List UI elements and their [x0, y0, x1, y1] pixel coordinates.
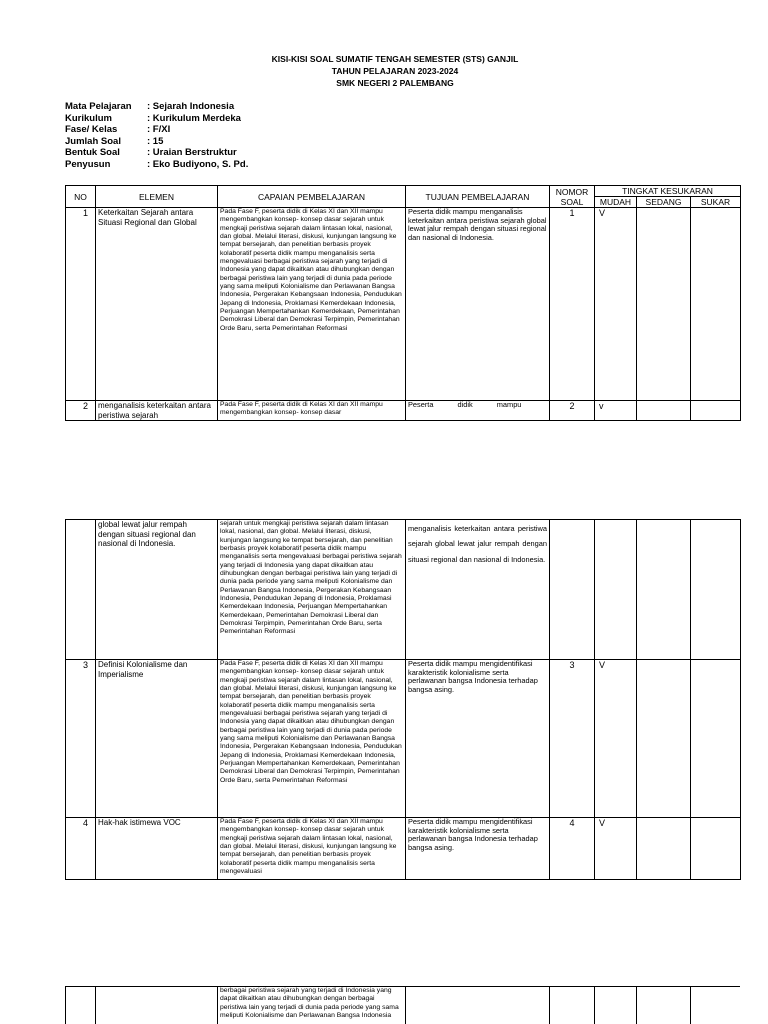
mudah-mark: V: [595, 818, 637, 880]
column-header-sukar: SUKAR: [691, 197, 741, 208]
mudah-mark: v: [595, 401, 637, 421]
table-row: [66, 208, 741, 401]
elemen-cell: Definisi Kolonialisme dan Imperialisme: [96, 660, 218, 818]
row-number: 1: [66, 208, 96, 401]
meta-value: : 15: [147, 135, 164, 147]
row-number: 2: [66, 401, 96, 421]
table-row: [66, 401, 741, 421]
document-title: [150, 53, 640, 89]
column-header-capaian: CAPAIAN PEMBELAJARAN: [218, 186, 406, 208]
column-header-tingkat: TINGKAT KESUKARAN: [595, 186, 741, 197]
title-line-1: KISI-KISI SOAL SUMATIF TENGAH SEMESTER (STS) GANJIL: [271, 54, 519, 64]
meta-label: Fase/ Kelas: [65, 124, 118, 135]
sukar-cell: [691, 818, 741, 880]
sukar-cell: [691, 520, 741, 660]
meta-row: [65, 159, 248, 171]
kisi-kisi-table-continued-2: [65, 986, 740, 1024]
mudah-mark: [595, 520, 637, 660]
nomor-soal-cell: 1: [550, 208, 595, 401]
capaian-cell: Pada Fase F, peserta didik di Kelas XI dan XII mampu mengembangkan konsep- konsep dasar sejarah untuk mengkaji peristiwa sejarah dalam lintasan lokal, nasional, dan global. Melalui literasi, diskusi, kunjungan langsung ke tempat bersejarah, dan penelitian berbasis proyek kolaboratif peserta didik mampu menganalisis serta mengevaluasi: [218, 818, 406, 880]
sukar-cell: [691, 987, 741, 1024]
tujuan-cell: [406, 401, 550, 421]
meta-row: [65, 113, 248, 125]
sedang-cell: [637, 401, 691, 421]
table-row: [66, 818, 741, 880]
row-number: [66, 987, 96, 1024]
meta-value: : Sejarah Indonesia: [147, 101, 235, 112]
kisi-kisi-table: [65, 185, 740, 421]
column-header-no: NO: [66, 186, 96, 208]
mudah-mark: V: [595, 660, 637, 818]
nomor-soal-cell: [550, 520, 595, 660]
title-line-3: SMK NEGERI 2 PALEMBANG: [336, 78, 454, 88]
meta-value: : F/XI: [147, 124, 171, 135]
row-number: [66, 520, 96, 660]
sukar-cell: [691, 208, 741, 401]
table-row: [66, 520, 741, 660]
elemen-cell: global lewat jalur rempah dengan situasi regional dan nasional di Indonesia.: [96, 520, 218, 660]
capaian-cell: Pada Fase F, peserta didik di Kelas XI dan XII mampu mengembangkan konsep- konsep dasar sejarah untuk mengkaji peristiwa sejarah dalam lintasan lokal, nasional, dan global. Melalui literasi, diskusi, kunjungan langsung ke tempat bersejarah, dan penelitian berbasis proyek kolaboratif peserta didik mampu menganalisis serta mengevaluasi berbagai peristiwa sejarah yang terjadi di Indonesia yang dapat dikaitkan atau dihubungkan dengan berbagai peristiwa lain yang terjadi di dunia pada periode yang sama meliputi Kolonialisme dan Perlawanan Bangsa Indonesia, Pergerakan Kebangsaan Indonesia, Pendudukan Jepang di Indonesia, Proklamasi Kemerdekaan Indonesia, Perjuangan Mempertahankan Kemerdekaan, Pemerintahan Demokrasi Liberal dan Demokrasi Terpimpin, Pemerintahan Orde Baru, serta Pemerintahan Reformasi: [218, 208, 406, 401]
meta-label: Penyusun: [65, 158, 111, 170]
meta-label: Bentuk Soal: [65, 147, 120, 158]
tujuan-cell: menganalisis keterkaitan antara peristiwa sejarah global lewat jalur rempah dengan situasi regional dan nasional di Indonesia.: [406, 520, 550, 660]
elemen-cell: menganalisis keterkaitan antara peristiwa sejarah: [96, 401, 218, 421]
column-header-tujuan: TUJUAN PEMBELAJARAN: [406, 186, 550, 208]
nomor-soal-cell: 4: [550, 818, 595, 880]
meta-row: [65, 124, 248, 136]
meta-row: [65, 136, 248, 148]
sedang-cell: [637, 208, 691, 401]
title-line-2: TAHUN PELAJARAN 2023-2024: [331, 66, 459, 76]
meta-value: : Uraian Berstruktur: [147, 147, 237, 158]
elemen-cell: Keterkaitan Sejarah antara Situasi Regional dan Global: [96, 208, 218, 401]
table-row: [66, 987, 741, 1024]
tujuan-cell: [406, 987, 550, 1024]
meta-value: : Kurikulum Merdeka: [147, 112, 241, 124]
meta-value: : Eko Budiyono, S. Pd.: [147, 158, 249, 170]
elemen-cell: [96, 987, 218, 1024]
meta-row: [65, 101, 248, 113]
kisi-kisi-table-continued: [65, 519, 740, 880]
table-row: [66, 660, 741, 818]
column-header-sedang: SEDANG: [637, 197, 691, 208]
tujuan-cell: Peserta didik mampu mengidentifikasi karakteristik kolonialisme serta perlawanan bangsa Indonesia terhadap bangsa asing.: [406, 818, 550, 880]
sukar-cell: [691, 401, 741, 421]
column-header-mudah: MUDAH: [595, 197, 637, 208]
elemen-cell: Hak-hak istimewa VOC: [96, 818, 218, 880]
sedang-cell: [637, 818, 691, 880]
tujuan-cell: Peserta didik mampu menganalisis keterkaitan antara peristiwa sejarah global lewat jalur rempah dengan situasi regional dan nasional di Indonesia.: [406, 208, 550, 401]
nomor-soal-cell: [550, 987, 595, 1024]
row-number: 4: [66, 818, 96, 880]
meta-label: Jumlah Soal: [65, 135, 121, 147]
column-header-elemen: ELEMEN: [96, 186, 218, 208]
mudah-cell: [595, 987, 637, 1024]
capaian-cell: berbagai peristiwa sejarah yang terjadi di Indonesia yang dapat dikaitkan atau dihubungkan dengan berbagai peristiwa lain yang terjadi di dunia pada periode yang sama meliputi Kolonialisme dan Perlawanan Bangsa Indonesia: [218, 987, 406, 1024]
tujuan-cell: Peserta didik mampu mengidentifikasi karakteristik kolonialisme serta perlawanan bangsa Indonesia terhadap bangsa asing.: [406, 660, 550, 818]
nomor-soal-cell: 3: [550, 660, 595, 818]
nomor-soal-cell: 2: [550, 401, 595, 421]
sukar-cell: [691, 660, 741, 818]
document-metadata: [65, 101, 248, 170]
meta-label: Kurikulum: [65, 112, 112, 124]
tujuan-text: Peserta didik mampu: [408, 400, 522, 409]
sedang-cell: [637, 660, 691, 818]
capaian-cell: sejarah untuk mengkaji peristiwa sejarah dalam lintasan lokal, nasional, dan global. Melalui literasi, diskusi, kunjungan langsung ke tempat bersejarah, dan penelitian berbasis proyek kolaboratif peserta didik mampu menganalisis serta mengevaluasi berbagai peristiwa sejarah yang terjadi di Indonesia yang dapat dikaitkan atau dihubungkan dengan berbagai peristiwa lain yang terjadi di dunia pada periode yang sama meliputi Kolonialisme dan Perlawanan Bangsa Indonesia, Pergerakan Kebangsaan Indonesia, Pendudukan Jepang di Indonesia, Proklamasi Kemerdekaan Indonesia, Perjuangan Mempertahankan Kemerdekaan, Pemerintahan Demokrasi Liberal dan Demokrasi Terpimpin, Pemerintahan Orde Baru, serta Pemerintahan Reformasi: [218, 520, 406, 660]
row-number: 3: [66, 660, 96, 818]
meta-row: [65, 147, 248, 159]
capaian-cell: Pada Fase F, peserta didik di Kelas XI dan XII mampu mengembangkan konsep- konsep dasar sejarah untuk mengkaji peristiwa sejarah dalam lintasan lokal, nasional, dan global. Melalui literasi, diskusi, kunjungan langsung ke tempat bersejarah, dan penelitian berbasis proyek kolaboratif peserta didik mampu menganalisis serta mengevaluasi berbagai peristiwa sejarah yang terjadi di Indonesia yang dapat dikaitkan atau dihubungkan dengan berbagai peristiwa lain yang terjadi di dunia pada periode yang sama meliputi Kolonialisme dan Perlawanan Bangsa Indonesia, Pergerakan Kebangsaan Indonesia, Pendudukan Jepang di Indonesia, Proklamasi Kemerdekaan Indonesia, Perjuangan Mempertahankan Kemerdekaan, Pemerintahan Demokrasi Liberal dan Demokrasi Terpimpin, Pemerintahan Orde Baru, serta Pemerintahan Reformasi: [218, 660, 406, 818]
meta-label: Mata Pelajaran: [65, 101, 132, 112]
sedang-cell: [637, 987, 691, 1024]
mudah-mark: V: [595, 208, 637, 401]
sedang-cell: [637, 520, 691, 660]
capaian-cell: Pada Fase F, peserta didik di Kelas XI dan XII mampu mengembangkan konsep- konsep dasar: [218, 401, 406, 421]
column-header-nomor-soal: NOMOR SOAL: [550, 186, 595, 208]
